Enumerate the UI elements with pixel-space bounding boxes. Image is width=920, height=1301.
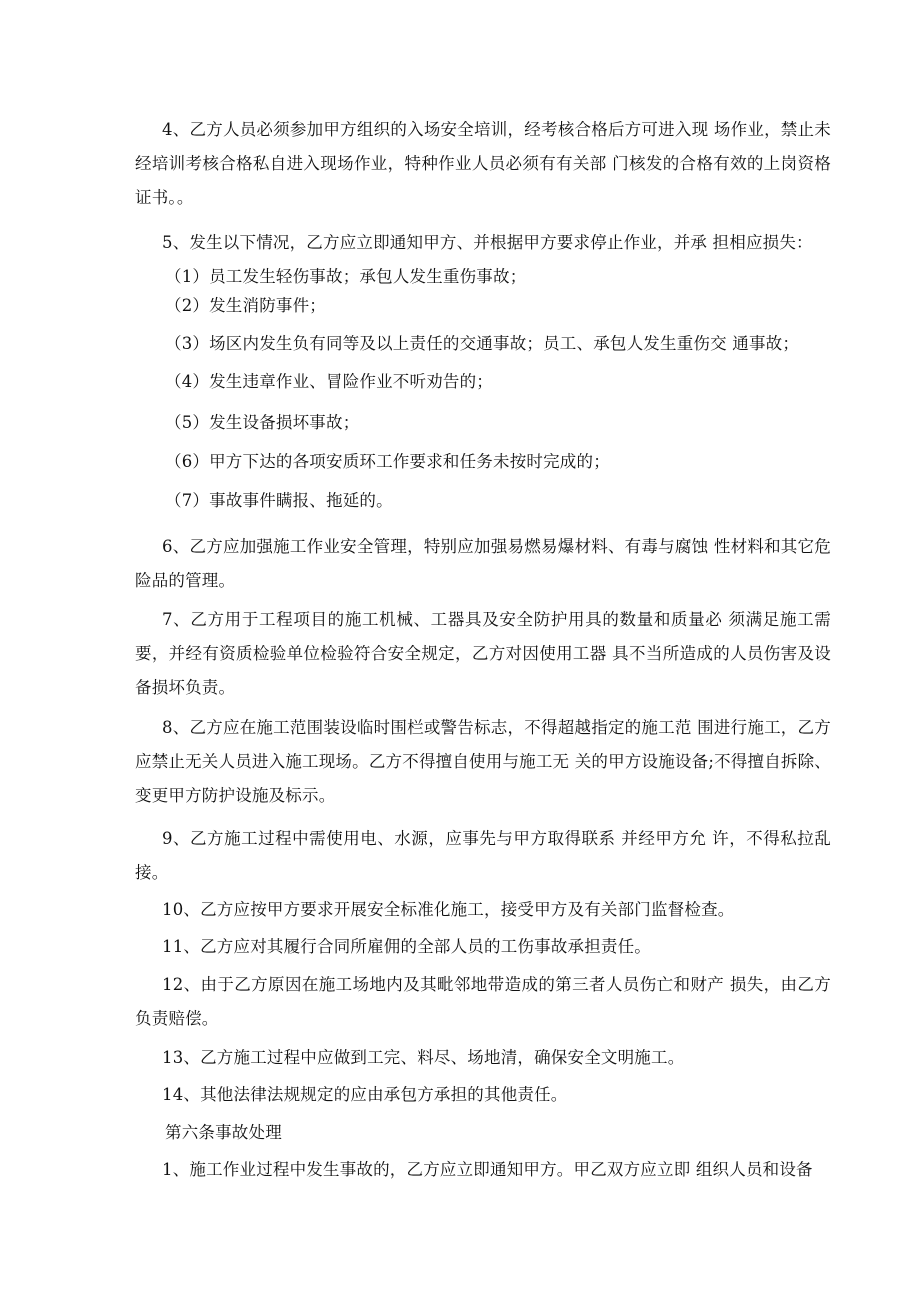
section-6-clause-1: 1、施工作业过程中发生事故的，乙方应立即通知甲方。甲乙双方应立即 组织人员和设备 bbox=[162, 1160, 813, 1179]
clause-14: 14、其他法律法规规定的应由承包方承担的其他责任。 bbox=[162, 1085, 568, 1104]
clause-7: 7、乙方用于工程项目的施工机械、工器具及安全防护用具的数量和质量必 须满足施工需要，并经有资质检验单位检验符合安全规定，乙方对因使用工器 具不当所造成的人员伤害及设备损坏负责。 bbox=[135, 610, 831, 697]
clause-5-item-1: （1）员工发生轻伤事故；承包人发生重伤事故； bbox=[165, 267, 527, 286]
clause-5: 5、发生以下情况，乙方应立即通知甲方、并根据甲方要求停止作业，并承 担相应损失： bbox=[162, 233, 813, 252]
clause-5-item-6: （6）甲方下达的各项安质环工作要求和任务未按时完成的； bbox=[165, 452, 610, 471]
clause-10: 10、乙方应按甲方要求开展安全标准化施工，接受甲方及有关部门监督检查。 bbox=[162, 900, 735, 919]
clause-9: 9、乙方施工过程中需使用电、水源，应事先与甲方取得联系 并经甲方允 许，不得私拉乱接。 bbox=[135, 829, 831, 882]
clause-5-item-2: （2）发生消防事件； bbox=[165, 296, 326, 315]
clause-5-item-7: （7）事故事件瞒报、拖延的。 bbox=[165, 491, 393, 510]
clause-4: 4、乙方人员必须参加甲方组织的入场安全培训，经考核合格后方可进入现 场作业，禁止未经培训考核合格私自进入现场作业，特种作业人员必须有有关部 门核发的合格有效的上岗资格证书。。 bbox=[135, 120, 831, 207]
clause-5-item-4: （4）发生违章作业、冒险作业不听劝告的； bbox=[165, 372, 493, 391]
clause-8: 8、乙方应在施工范围装设临时围栏或警告标志，不得超越指定的施工范 围进行施工，乙方应禁止无关人员进入施工现场。乙方不得擅自使用与施工无 关的甲方设施设备;不得擅自拆除、变更甲方防护设施及标示。 bbox=[135, 718, 831, 805]
clause-5-item-5: （5）发生设备损坏事故； bbox=[165, 413, 360, 432]
clause-6: 6、乙方应加强施工作业安全管理，特别应加强易燃易爆材料、有毒与腐蚀 性材料和其它危险品的管理。 bbox=[135, 537, 831, 590]
section-6-heading: 第六条事故处理 bbox=[165, 1123, 282, 1142]
clause-13: 13、乙方施工过程中应做到工完、料尽、场地清，确保安全文明施工。 bbox=[162, 1048, 685, 1067]
clause-5-item-3: （3）场区内发生负有同等及以上责任的交通事故；员工、承包人发生重伤交 通事故； bbox=[165, 334, 800, 353]
clause-11: 11、乙方应对其履行合同所雇佣的全部人员的工伤事故承担责任。 bbox=[162, 937, 651, 956]
clause-12: 12、由于乙方原因在施工场地内及其毗邻地带造成的第三者人员伤亡和财产 损失，由乙方负责赔偿。 bbox=[135, 975, 831, 1028]
